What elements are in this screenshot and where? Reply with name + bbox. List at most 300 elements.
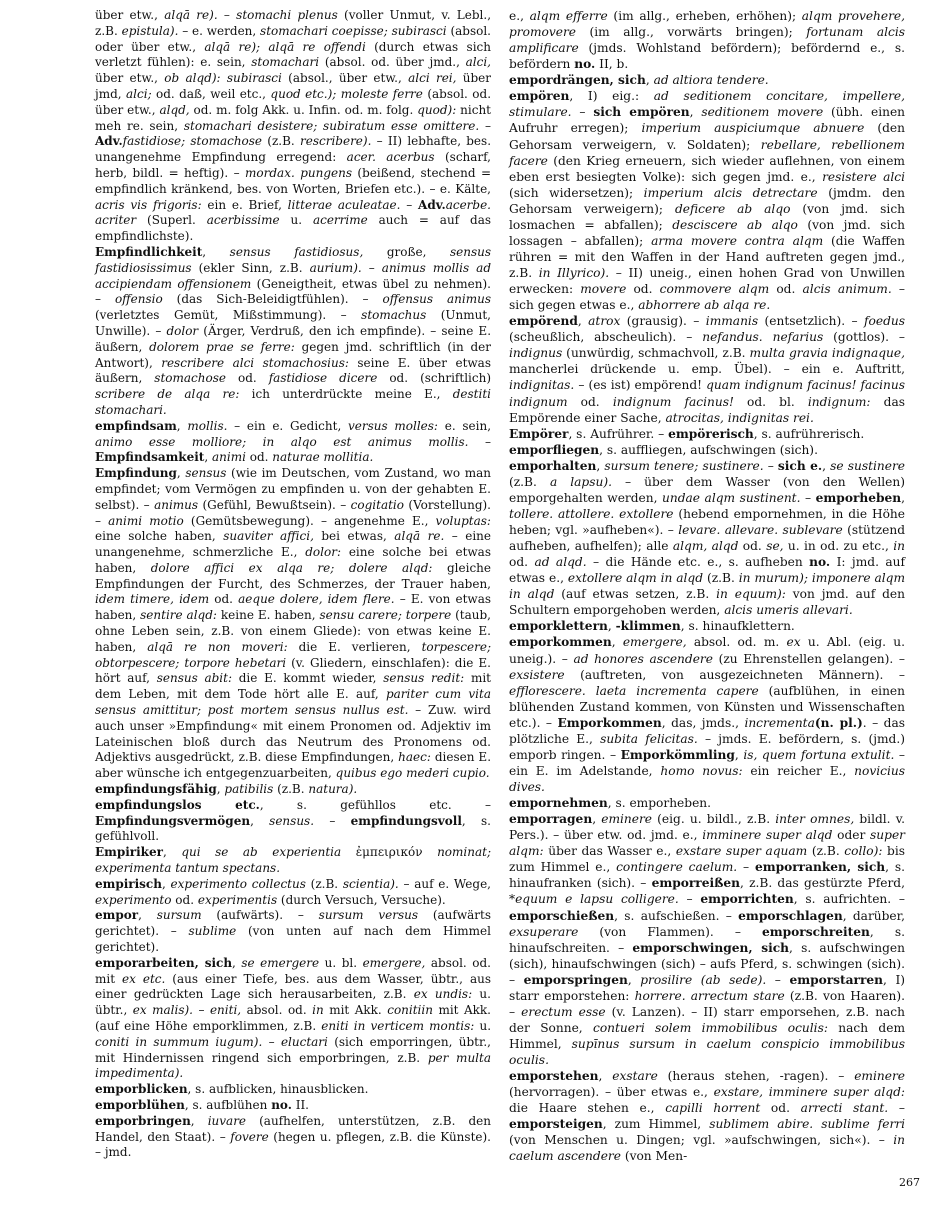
latin-text: resistere alci: [822, 169, 905, 184]
headword: Empfindsamkeit: [95, 450, 205, 465]
latin-text: stomachari: [251, 55, 320, 70]
entry-text: – II) uneig., einen hohen Grad von Unwillen erwecken:: [509, 266, 905, 297]
entry-text: od.: [738, 539, 767, 554]
entry-text: od.: [225, 371, 269, 386]
headword: emporblicken: [95, 1082, 188, 1097]
headword: empor: [95, 908, 139, 923]
latin-text: alqm provehere, promovere: [509, 9, 906, 40]
latin-text: atrocitas, indignitas rei.: [665, 410, 814, 425]
entry-text: I: jmd. auf etwas e.,: [509, 555, 905, 586]
entry-text: (von unten auf nach dem Himmel gerichtet).: [95, 924, 491, 955]
entry-text: –: [192, 1003, 210, 1018]
entry-text: od. m. folg Akk. u. Infin. od. m. folg.: [189, 102, 418, 117]
entry-text: seine E. über etwas äußern,: [95, 355, 491, 386]
dictionary-entry: [509, 88, 905, 313]
entry-text: (beißend, stechend = empfindlich kränkend, bes. von Worten, Briefen etc.). – e. Kälte,: [95, 165, 491, 196]
latin-text: torpescere; obtorpescere; torpore hebetari: [95, 639, 491, 670]
entry-text: (ekler Sinn, z.B.: [191, 260, 310, 275]
entry-text: (taub, ohne Leben sein, z.B. von einem Gliede): von etwas keine E. haben,: [95, 608, 491, 654]
dictionary-entry: [509, 1068, 905, 1164]
entry-text: ,: [202, 244, 230, 259]
latin-text: rebellare, rebellionem facere: [509, 137, 905, 168]
latin-text: acer. acerbus: [346, 150, 435, 165]
latin-text: eniti in verticem montis:: [321, 1019, 475, 1033]
latin-text: quod etc.); moleste ferre: [270, 86, 423, 101]
latin-text: contueri solem immobilibus oculis:: [593, 1020, 828, 1035]
entry-text: , s. hinaufklettern.: [680, 619, 795, 634]
entry-text: (absol. od. über jmd.,: [319, 55, 466, 70]
latin-text: alqm, alqd: [672, 539, 739, 554]
entry-text: ,: [901, 490, 906, 505]
headword: emporschwingen, sich: [632, 940, 789, 955]
latin-text: alci rei,: [408, 71, 457, 86]
entry-text: (absol., über etw.,: [281, 71, 409, 86]
entry-text: mancherlei drückende u. emp. Übel). – ein e. Auftritt,: [509, 362, 905, 377]
dictionary-entry: [509, 795, 905, 811]
entry-text: gegen jmd. schriftlich (in der Antwort),: [95, 339, 491, 370]
entry-text: (auf etwas setzen, z.B.: [554, 587, 717, 602]
entry-text: (z.B.: [703, 571, 739, 586]
entry-text: . – das plötzliche E.,: [509, 715, 905, 746]
entry-text: od.: [760, 1101, 801, 1116]
entry-text: über etw.,: [95, 8, 165, 22]
latin-text: quod):: [417, 102, 457, 117]
entry-text: die E. kommt wieder,: [232, 671, 384, 686]
latin-text: commovere alqm: [659, 282, 770, 297]
dictionary-entry: [95, 877, 491, 909]
headword: emporstehen: [509, 1069, 599, 1084]
entry-text: –: [400, 197, 419, 212]
headword: emporarbeiten, sich: [95, 955, 233, 970]
dictionary-entry: [95, 245, 491, 419]
entry-text: –: [361, 260, 382, 275]
entry-text: (Geneigtheit, etwas übel zu nehmen). –: [95, 276, 491, 307]
entry-text: u. bl.: [319, 955, 363, 970]
latin-text: sursum versus: [318, 908, 419, 923]
latin-text: haec:: [398, 750, 431, 765]
dictionary-entry: [95, 1098, 491, 1114]
entry-text: – ein e. Gedicht,: [227, 418, 348, 433]
latin-text: *equum e lapsu colligere.: [509, 892, 679, 907]
entry-text: ,: [596, 458, 605, 473]
entry-text: , I) starr emporstehen:: [509, 972, 906, 1003]
headword: emporrichten: [700, 892, 794, 907]
latin-text: super alqm:: [509, 828, 905, 859]
latin-text: levare. allevare. sublevare: [678, 523, 843, 537]
headword: emporschreiten: [762, 924, 870, 939]
latin-text: stomachari coepisse; subirasci: [260, 23, 447, 38]
headword: empordrängen, sich: [509, 73, 646, 88]
latin-text: mollis.: [187, 418, 228, 433]
entry-text: (z.B.: [807, 844, 845, 859]
entry-text: (stützend aufheben, aufhelfen); alle: [509, 523, 906, 554]
entry-text: bis zum Himmel e.,: [509, 844, 906, 875]
entry-text: diesen E. aber wünsche ich entgegenzuarbeiten,: [95, 750, 492, 781]
dictionary-entry: [509, 811, 905, 1068]
latin-text: se,: [766, 539, 784, 554]
entry-text: (zu Ehrenstellen gelangen). –: [712, 651, 905, 666]
headword: empfindungsfähig: [95, 782, 217, 797]
entry-text: (aufblühen, in einen blühenden Zustand kommen, von Künsten und Wissenschaften etc.). –: [509, 683, 905, 730]
latin-text: pariter cum vita sensus amittitur; post mortem sensus nullus est.: [95, 687, 491, 718]
entry-text: (von jmd. sich lossagen – abfallen);: [509, 217, 905, 248]
entry-text: eine solche haben,: [95, 529, 224, 544]
entry-text: (Vorstellung). –: [95, 497, 491, 528]
latin-text: sublimem abire. sublime ferri: [709, 1117, 905, 1132]
headword: empören: [509, 89, 570, 104]
latin-text: tollere. attollere. extollere: [509, 506, 674, 521]
latin-text: patibilis: [224, 782, 274, 797]
entry-text: – jmds. E. befördern, s. (jmd.) emporb ringen. –: [509, 731, 905, 762]
entry-text: – E. von etwas haben,: [95, 592, 492, 623]
headword: empfindsam: [95, 418, 177, 433]
entry-text: auch = auf das empfindlichste).: [95, 213, 492, 244]
dictionary-entry: [95, 1082, 491, 1098]
dictionary-entry: [95, 782, 491, 798]
headword: Empfindungsvermögen: [95, 813, 251, 828]
latin-text: alci;: [126, 86, 152, 101]
latin-text: seditionem movere: [701, 105, 824, 120]
entry-text: (durch Versuch, Versuche).: [277, 892, 446, 907]
entry-text: ,: [822, 458, 831, 473]
latin-text: rescribere alci stomachosius:: [161, 355, 349, 370]
latin-text: arrecti stant.: [800, 1101, 889, 1116]
entry-text: (durch etwas sich verletzt fühlen): e. sein,: [95, 39, 491, 70]
entry-text: ,: [190, 1113, 208, 1128]
entry-text: od.: [171, 892, 198, 907]
entry-text: (jmds. Wohlstand befördern); befördernd e., s. befördern: [509, 41, 905, 72]
dictionary-entry: [509, 8, 905, 72]
headword: emporkommen: [509, 635, 612, 650]
latin-text: fortunam alcis amplificare: [509, 25, 906, 56]
entry-text: (v. Lanzen). – II) starr emporsehen, z.B. nach der Sonne,: [509, 1004, 905, 1035]
entry-text: u.: [474, 1019, 492, 1033]
entry-text: über etw.,: [95, 71, 165, 86]
entry-text: (entsetzlich). –: [758, 314, 865, 329]
latin-text: aeque dolere, idem flere.: [238, 592, 395, 607]
latin-text: sursum tenere; sustinere.: [604, 458, 764, 473]
headword: Empiriker: [95, 845, 163, 860]
latin-text: sensus fastidiosissimus: [95, 244, 491, 275]
dictionary-entry: [95, 956, 491, 1082]
entry-text: (aufwärts gerichtet). –: [95, 908, 491, 939]
latin-text: acris vis frigoris:: [95, 197, 202, 212]
headword: empornehmen: [509, 796, 608, 811]
latin-text: sursum: [156, 908, 202, 923]
entry-text: (jmdm. den Gehorsam verweigern);: [509, 185, 906, 216]
entry-text: od.: [626, 282, 660, 297]
entry-text: , s. Aufrührer. –: [568, 426, 669, 441]
dictionary-entry: [95, 1114, 491, 1161]
headword: Adv.: [418, 197, 446, 212]
latin-text: novicius dives.: [509, 763, 905, 794]
entry-text: e. sein,: [437, 418, 492, 433]
entry-text: II, b.: [595, 57, 629, 72]
entry-text: od.: [209, 592, 239, 607]
dictionary-entry: [95, 419, 491, 466]
latin-text: incrementa: [744, 715, 815, 730]
entry-text: , s. aufschwingen (sich), hinaufschwingen (sich) – aufs Pferd, s. schwingen (sich). –: [509, 940, 905, 987]
headword: emporreißen: [651, 876, 740, 891]
entry-text: – eine unangenehme, schmerzliche E.,: [95, 529, 492, 560]
entry-text: – II) lebhafte, bes. unangenehme Empfindung erregend:: [95, 134, 492, 165]
latin-text: dolorem prae se ferre:: [149, 339, 295, 354]
entry-text: bei etwas,: [313, 529, 395, 544]
latin-text: sentire alqd:: [140, 608, 217, 623]
entry-text: ,: [138, 908, 157, 923]
entry-text: (heraus stehen, -ragen). –: [657, 1069, 855, 1084]
entry-text: – (es ist) empörend!: [574, 378, 707, 393]
page-number: 267: [899, 1176, 920, 1189]
entry-text: (sich emporringen, übtr., mit Hindernissen ringend sich emporbringen, z.B.: [95, 1034, 491, 1065]
latin-text: sensus abit:: [156, 671, 233, 686]
headword: emporspringen: [523, 972, 628, 987]
entry-text: ἐμπειρικόν: [341, 845, 438, 860]
latin-text: multa gravia indignaque,: [749, 346, 905, 361]
headword: empörend: [509, 314, 578, 329]
latin-text: emergere,: [362, 955, 426, 970]
headword: no.: [574, 57, 596, 72]
latin-text: eniti,: [209, 1003, 242, 1018]
entry-text: (voller Unmut, v. Lebl., z.B.: [95, 8, 492, 38]
entry-text: (im allg., erheben, erhöhen);: [607, 9, 802, 23]
entry-text: (wie im Deutschen, vom Zustand, wo man empfindet; vom Vermögen zu empfinden u. von der gehabten E. selbst). –: [95, 466, 491, 512]
entry-text: gleiche Empfindungen der Furcht, des Schmerzes, der Trauer haben,: [95, 560, 492, 591]
entry-text: bildl. v. Pers.). – über etw. od. jmd. e.,: [509, 812, 906, 843]
entry-text: , s. gefühllos etc. –: [259, 797, 491, 812]
entry-text: (hegen u. pflegen, z.B. die Künste). – jmd.: [95, 1129, 491, 1160]
entry-text: (Superl.: [136, 213, 207, 228]
entry-text: –: [766, 972, 790, 987]
latin-text: movere: [580, 282, 627, 297]
latin-text: supīnus sursum in caelum conspicio immobilibus oculis.: [509, 1037, 905, 1068]
headword: empfindungsvoll: [350, 813, 462, 828]
entry-text: (Unmut, Unwille). –: [95, 308, 491, 338]
entry-text: (z.B.: [273, 782, 309, 797]
entry-text: ,: [176, 418, 188, 433]
latin-text: sensus: [185, 466, 227, 481]
latin-text: alqā re). – stomachi plenus: [164, 8, 338, 22]
entry-text: nach dem Himmel,: [509, 1020, 905, 1051]
headword: empfindungslos etc.: [95, 797, 260, 812]
dictionary-entry: [509, 618, 905, 634]
latin-text: offensio: [114, 292, 163, 307]
latin-text: quibus ego mederi cupio.: [335, 766, 490, 781]
headword: emporheben: [815, 490, 902, 505]
latin-text: se emergere: [241, 955, 320, 970]
entry-text: (hebend empornehmen, in die Höhe heben; vgl. »aufheben«). –: [509, 506, 905, 537]
latin-text: sensu carere; torpere: [319, 608, 452, 623]
entry-text: (von Flammen). –: [578, 924, 762, 939]
latin-text: scribere de alqa re:: [95, 387, 240, 402]
entry-text: – die Hände etc. e., s. aufheben: [586, 555, 810, 570]
latin-text: eminere: [854, 1069, 905, 1084]
entry-text: – sich gegen etwas e.,: [509, 282, 905, 313]
latin-text: per multa impedimenta).: [95, 1050, 491, 1081]
entry-text: (absol. oder über etw.,: [95, 23, 491, 54]
entry-text: eine solche bei etwas haben,: [95, 545, 491, 575]
entry-text: ,: [176, 466, 186, 481]
latin-text: emergere,: [622, 635, 687, 650]
latin-text: a lapsu).: [549, 474, 612, 489]
dictionary-entry: [95, 8, 491, 245]
entry-text: ,: [204, 450, 212, 465]
latin-text: sublime: [188, 924, 237, 939]
entry-text: die E. verlieren,: [287, 639, 422, 654]
entry-text: ,: [577, 314, 589, 329]
latin-text: ad honores ascendere: [573, 651, 713, 666]
latin-text: foedus: [864, 314, 905, 329]
headword: (n. pl.): [814, 715, 863, 730]
latin-text: atrox: [588, 314, 621, 329]
latin-text: capilli horrent: [665, 1101, 761, 1116]
latin-text: fovere: [230, 1129, 269, 1144]
latin-text: conitiin: [387, 1003, 433, 1018]
entry-text: das Empörende einer Sache,: [509, 394, 906, 425]
entry-text: ,: [162, 845, 182, 860]
latin-text: natura).: [308, 782, 358, 797]
latin-text: immanis: [705, 314, 759, 329]
entry-text: ,: [216, 782, 225, 797]
entry-text: von jmd. auf den Schultern emporgehoben werden,: [509, 587, 905, 618]
latin-text: fastidiose; stomachose: [122, 134, 263, 149]
latin-text: imperium auspiciumque abnuere: [641, 121, 865, 136]
latin-text: acerrime: [312, 213, 368, 228]
entry-text: , s. emporheben.: [607, 796, 712, 811]
entry-text: ein e. Brief,: [201, 197, 288, 212]
latin-text: prosilire (ab sede).: [640, 972, 767, 987]
latin-text: ob alqd): subirasci: [164, 71, 282, 86]
dictionary-entry: [509, 634, 905, 795]
dictionary-entry: [509, 72, 905, 88]
latin-text: in: [893, 539, 905, 554]
latin-text: idem timere, idem: [95, 592, 210, 607]
latin-text: ad altiora tendere.: [653, 73, 769, 88]
latin-text: sensus redit:: [383, 671, 465, 686]
latin-text: exstare super aquam: [675, 844, 808, 859]
entry-text: –: [262, 1034, 281, 1049]
entry-text: ,: [645, 73, 654, 88]
headword: emporsteigen: [509, 1117, 603, 1132]
entry-text: ich unterdrückte meine E.,: [239, 387, 453, 402]
entry-text: u.: [279, 213, 313, 228]
entry-text: e.,: [509, 9, 530, 23]
latin-text: deficere ab alqo: [674, 201, 791, 216]
dictionary-entry: [95, 845, 491, 877]
entry-text: od. bl.: [733, 394, 808, 409]
latin-text: aurium).: [309, 260, 362, 275]
latin-text: ex malis).: [132, 1003, 193, 1018]
entry-text: absol. od. mit: [95, 955, 491, 986]
entry-text: ,: [611, 635, 623, 650]
headword: emporschlagen: [738, 908, 843, 923]
entry-text: , darüber,: [842, 908, 905, 923]
latin-text: suaviter affici,: [223, 529, 314, 544]
entry-text: , s. hinaufschreiten. –: [509, 924, 905, 955]
entry-text: u. Abl. (eig. u. uneig.). –: [509, 635, 906, 666]
entry-text: über jmd,: [95, 71, 492, 101]
entry-text: (aufwärts). –: [201, 908, 319, 923]
latin-text: in caelum ascendere: [509, 1133, 905, 1164]
latin-text: sensus.: [269, 813, 315, 828]
latin-text: animi: [212, 450, 246, 465]
entry-text: ,: [689, 105, 702, 120]
entry-text: ,: [598, 1069, 613, 1084]
entry-text: –: [888, 1101, 905, 1116]
dictionary-entry: [509, 442, 905, 458]
headword: empörerisch: [668, 426, 754, 441]
entry-text: ,: [161, 876, 171, 891]
latin-text: alqā re non moveri:: [147, 639, 288, 654]
entry-text: , das, jmds.,: [661, 715, 745, 730]
latin-text: iuvare: [207, 1113, 247, 1128]
latin-text: alcis animum.: [802, 282, 892, 297]
entry-text: (das Sich-Beleidigtfühlen). –: [162, 292, 383, 307]
latin-text: efflorescere. laeta incrementa capere: [509, 683, 759, 698]
latin-text: exsistere: [509, 667, 565, 682]
latin-text: stomachose: [154, 371, 226, 386]
latin-text: undae alqm sustinent.: [662, 490, 801, 505]
entry-text: ,: [592, 812, 602, 827]
entry-text: , s. gefühlvoll.: [95, 813, 491, 844]
latin-text: exstare: [612, 1069, 658, 1084]
latin-text: in: [312, 1003, 324, 1018]
entry-text: , s. aufrichten. –: [793, 892, 906, 907]
entry-text: über das Wasser e.,: [543, 844, 676, 859]
latin-text: qui se ab experientia: [181, 845, 342, 860]
entry-text: , z.B. das gestürzte Pferd,: [739, 876, 905, 891]
latin-text: ex etc.: [122, 971, 166, 986]
latin-text: alqm efferre: [529, 9, 608, 23]
entry-text: – Zuw. wird auch unser »Empfindung« mit einem Pronomen od. Adjektiv im Lateinischen bloß durch das Neutrum des Pronomens od. Adjektivs ausgedrückt, z.B. diese Empfindungen,: [95, 703, 491, 765]
entry-text: – ein E. im Adelstande,: [509, 747, 906, 778]
headword: Empörer: [509, 426, 569, 441]
dictionary-entry: [509, 426, 905, 442]
entry-text: , s. aufblühen: [184, 1097, 272, 1112]
entry-text: –: [737, 860, 755, 875]
entry-text: (scharf, herb, bildl. = heftig). –: [95, 150, 491, 180]
dictionary-entry: [95, 908, 491, 955]
entry-text: (von Menschen u. Dingen; vgl. »aufschwingen, sich«). –: [509, 1133, 894, 1148]
latin-text: is, quem fortuna extulit.: [743, 747, 895, 762]
latin-text: stomachus: [361, 308, 427, 323]
latin-text: in equum):: [716, 587, 786, 602]
dictionary-entry: [509, 313, 905, 425]
headword: Emporkömmling: [620, 747, 735, 762]
latin-text: quam indignum facinus! facinus indignum: [509, 378, 905, 409]
headword: emporschießen: [509, 908, 615, 923]
left-column: [95, 8, 491, 1161]
latin-text: indignus: [509, 346, 563, 361]
entry-text: ,: [232, 955, 242, 970]
entry-text: (übh. einen Aufruhr erregen);: [509, 105, 906, 136]
entry-text: absol. od.: [241, 1003, 313, 1018]
latin-text: ad alqd.: [534, 555, 587, 570]
entry-text: – auf e. Wege,: [398, 876, 491, 891]
latin-text: animo esse molliore; in alqo est animus mollis.: [95, 434, 469, 449]
entry-text: (aufhelfen, unterstützen, z.B. den Handel, den Staat). –: [95, 1113, 491, 1144]
headword: no.: [271, 1097, 292, 1112]
entry-text: (gottlos). –: [823, 330, 905, 345]
latin-text: exsuperare: [509, 924, 579, 939]
latin-text: ad seditionem concitare, impellere, stimulare.: [509, 89, 905, 120]
latin-text: dolore affici ex alqa re; dolere alqd:: [150, 560, 433, 575]
entry-text: –: [479, 118, 491, 133]
latin-text: extollere alqm in alqd: [567, 571, 704, 586]
latin-text: acerbissime: [206, 213, 280, 228]
latin-text: horrere. arrectum stare: [634, 988, 785, 1003]
latin-text: indignum:: [807, 394, 871, 409]
